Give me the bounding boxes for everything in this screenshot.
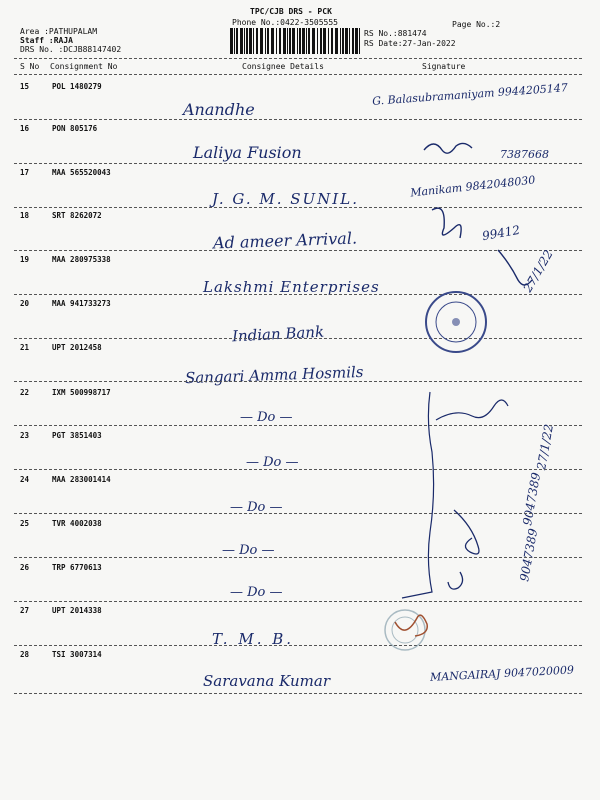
row-consignment-no: UPT 2014338 bbox=[52, 606, 102, 615]
col-s-no: S No bbox=[20, 62, 40, 71]
row-s-no: 27 bbox=[20, 606, 30, 615]
row-s-no: 19 bbox=[20, 255, 30, 264]
signature-note: 9047389 bbox=[520, 471, 544, 527]
page-number: Page No.:2 bbox=[452, 20, 501, 29]
signature-note: 27/1/22 bbox=[520, 247, 556, 295]
row-s-no: 26 bbox=[20, 563, 30, 572]
consignee-handwritten: Ad ameer Arrival. bbox=[212, 228, 358, 253]
consignee-handwritten: Lakshmi Enterprises bbox=[203, 278, 380, 296]
col-consignee-details: Consignee Details bbox=[242, 62, 324, 71]
area-label: Area :PATHUPALAM bbox=[20, 27, 98, 36]
consignee-handwritten: Saravana Kumar bbox=[203, 672, 330, 690]
row-consignment-no: TRP 6770613 bbox=[52, 563, 102, 572]
row-consignment-no: UPT 2012458 bbox=[52, 343, 102, 352]
row-consignment-no: PGT 3851403 bbox=[52, 431, 102, 440]
consignee-handwritten: Sangari Amma Hosmils bbox=[184, 362, 364, 388]
row-s-no: 22 bbox=[20, 388, 30, 397]
consignee-handwritten: Anandhe bbox=[183, 100, 255, 119]
row-s-no: 18 bbox=[20, 211, 30, 220]
drs-number: DRS No. :DCJB88147402 bbox=[20, 45, 122, 54]
signature-note: 99412 bbox=[481, 222, 522, 244]
signature-note: 27/1/22 bbox=[534, 423, 557, 471]
signature-note: 9047389 bbox=[517, 527, 541, 583]
row-consignment-no: MAA 941733273 bbox=[52, 299, 111, 308]
col-signature: Signature bbox=[422, 62, 466, 71]
row-consignment-no: MAA 283001414 bbox=[52, 475, 111, 484]
row-s-no: 16 bbox=[20, 124, 30, 133]
consignee-handwritten: — Do — bbox=[240, 410, 293, 425]
consignee-handwritten: — Do — bbox=[230, 500, 283, 515]
consignee-handwritten: Laliya Fusion bbox=[193, 143, 302, 162]
row-s-no: 17 bbox=[20, 168, 30, 177]
row-consignment-no: MAA 280975338 bbox=[52, 255, 111, 264]
row-s-no: 28 bbox=[20, 650, 30, 659]
row-s-no: 21 bbox=[20, 343, 30, 352]
row-consignment-no: TVR 4002038 bbox=[52, 519, 102, 528]
row-consignment-no: MAA 565520043 bbox=[52, 168, 111, 177]
row-consignment-no: PON 805176 bbox=[52, 124, 98, 133]
staff-label: Staff :RAJA bbox=[20, 36, 73, 45]
row-consignment-no: SRT 8262072 bbox=[52, 211, 102, 220]
consignee-handwritten: T. M. B. bbox=[212, 630, 295, 648]
signature-note: 7387668 bbox=[500, 148, 549, 161]
row-s-no: 23 bbox=[20, 431, 30, 440]
row-s-no: 20 bbox=[20, 299, 30, 308]
row-s-no: 24 bbox=[20, 475, 30, 484]
rs-date: RS Date:27-Jan-2022 bbox=[364, 39, 456, 48]
phone-number: Phone No.:0422-3505555 bbox=[232, 18, 338, 27]
document-title: TPC/CJB DRS - PCK bbox=[250, 7, 332, 16]
row-consignment-no: TSI 3007314 bbox=[52, 650, 102, 659]
consignee-handwritten: Indian Bank bbox=[231, 322, 325, 346]
signature-note: MANGAIRAJ 9047020009 bbox=[429, 663, 575, 684]
row-consignment-no: IXM 500998717 bbox=[52, 388, 111, 397]
consignee-handwritten: — Do — bbox=[222, 543, 275, 558]
consignee-handwritten: — Do — bbox=[230, 585, 283, 600]
consignee-handwritten: J. G. M. SUNIL. bbox=[212, 190, 359, 208]
signature-note: G. Balasubramaniyam 9944205147 bbox=[371, 81, 569, 108]
consignee-handwritten: — Do — bbox=[246, 455, 299, 470]
row-s-no: 15 bbox=[20, 82, 30, 91]
row-s-no: 25 bbox=[20, 519, 30, 528]
rs-number: RS No.:881474 bbox=[364, 29, 427, 38]
bank-stamp-icon bbox=[426, 292, 486, 352]
col-consignment-no: Consignment No bbox=[50, 62, 118, 71]
row-consignment-no: POL 1480279 bbox=[52, 82, 102, 91]
signature-note: Manikam 9842048030 bbox=[409, 173, 536, 200]
